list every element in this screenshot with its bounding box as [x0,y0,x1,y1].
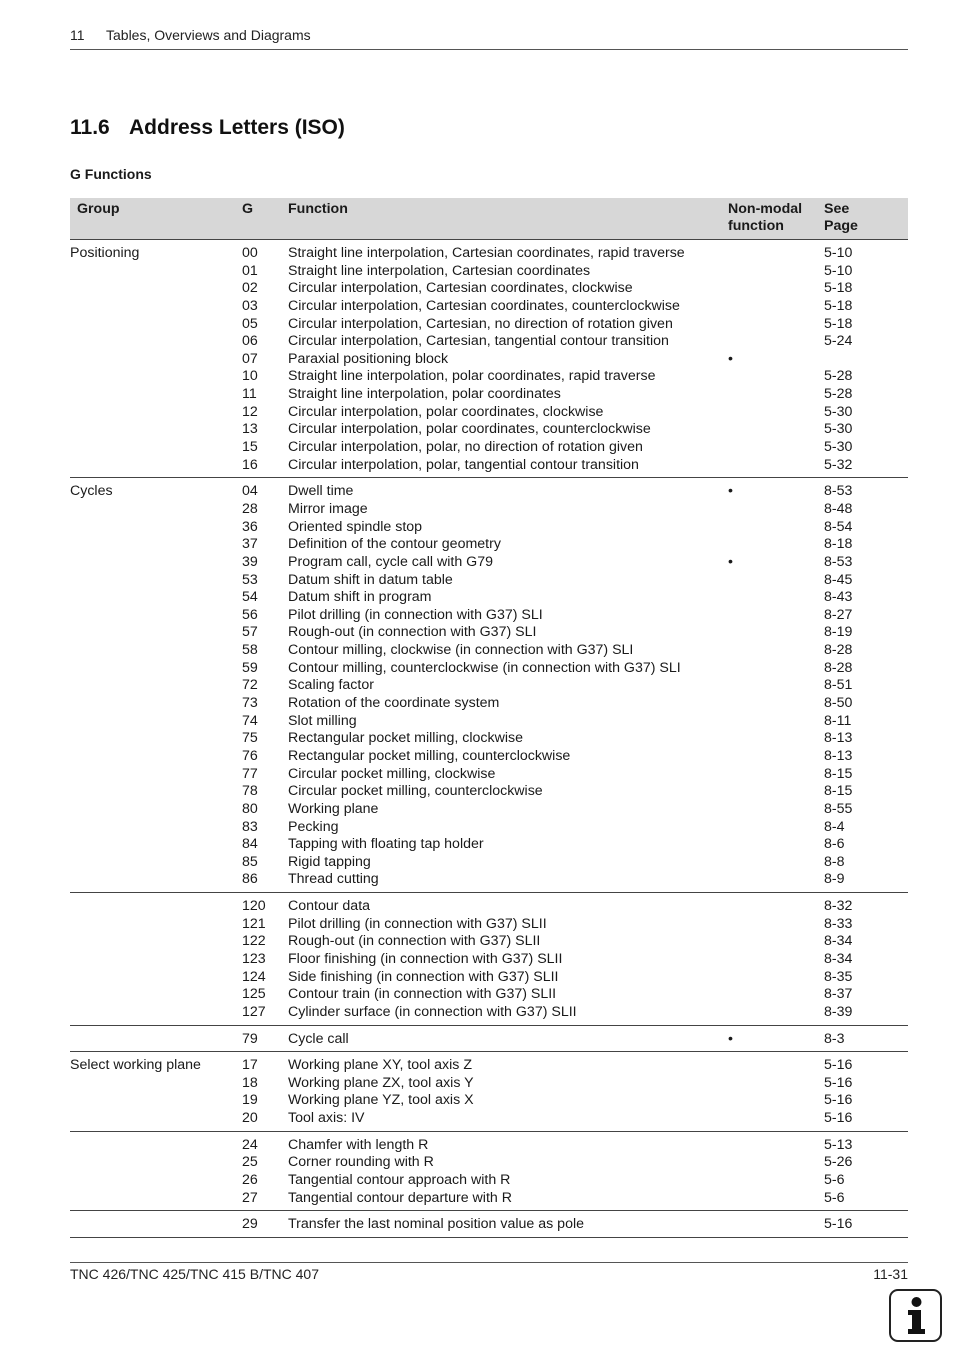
function-cell: Side finishing (in connection with G37) SLII [288,968,559,985]
page-ref-cell: 8-37 [824,986,853,1003]
g-code-cell: 04 [242,483,258,500]
column-header-nonmodal-line2: function [728,218,784,234]
table-row [70,695,908,713]
g-code-cell: 19 [242,1092,258,1109]
table-row [70,871,908,889]
table-row [70,572,908,590]
table-row [70,404,908,422]
table-row [70,333,908,351]
section-number: 11.6 [70,116,110,139]
page-ref-cell: 5-13 [824,1136,853,1153]
table-row [70,1057,908,1075]
g-code-cell: 26 [242,1172,258,1189]
table-row [70,589,908,607]
page-ref-cell: 5-16 [824,1092,853,1109]
table-section [70,1132,908,1212]
function-cell: Rigid tapping [288,853,371,870]
table-header-row [70,198,908,240]
page-ref-cell: 5-30 [824,403,853,420]
page-ref-cell: 5-6 [824,1189,845,1206]
function-cell: Circular interpolation, polar coordinates, clockwise [288,403,604,420]
table-row [70,969,908,987]
g-code-cell: 56 [242,606,258,623]
g-code-cell: 39 [242,553,258,570]
table-row [70,713,908,731]
g-code-cell: 122 [242,933,266,950]
g-functions-table [70,198,908,1238]
g-code-cell: 06 [242,333,258,350]
column-header-page: Page [824,218,858,234]
function-cell: Paraxial positioning block [288,350,449,367]
table-row [70,898,908,916]
g-code-cell: 120 [242,898,266,915]
g-code-cell: 58 [242,642,258,659]
table-section [70,478,908,893]
function-cell: Floor finishing (in connection with G37) SLII [288,950,563,967]
nonmodal-cell: • [728,1030,733,1047]
g-code-cell: 84 [242,836,258,853]
function-cell: Pilot drilling (in connection with G37) SLI [288,606,543,623]
table-row [70,660,908,678]
g-code-cell: 124 [242,968,266,985]
function-cell: Pecking [288,818,339,835]
g-code-cell: 79 [242,1030,258,1047]
function-cell: Cylinder surface (in connection with G37) SLII [288,1003,577,1020]
g-code-cell: 15 [242,439,258,456]
table-row [70,854,908,872]
table-row [70,1216,908,1234]
table-section [70,1026,908,1053]
column-header-see-page [824,201,858,235]
chapter-title: Tables, Overviews and Diagrams [106,27,311,43]
g-code-cell: 36 [242,518,258,535]
page-ref-cell: 5-24 [824,333,853,350]
table-section [70,893,908,1025]
page-ref-cell: 5-16 [824,1057,853,1074]
page-ref-cell: 8-39 [824,1003,853,1020]
g-code-cell: 121 [242,915,266,932]
g-code-cell: 74 [242,712,258,729]
table-section [70,240,908,478]
info-glyph [891,1291,940,1340]
table-row [70,421,908,439]
g-code-cell: 123 [242,950,266,967]
table-row [70,1154,908,1172]
table-row [70,263,908,281]
running-header [70,27,908,50]
function-cell: Circular interpolation, Cartesian, no direction of rotation given [288,315,673,332]
table-row [70,386,908,404]
column-header-group: Group [77,201,120,217]
table-row [70,1075,908,1093]
page-ref-cell: 8-27 [824,606,853,623]
g-code-cell: 59 [242,659,258,676]
column-header-nonmodal-line1: Non-modal [728,201,803,217]
table-row [70,951,908,969]
function-cell: Chamfer with length R [288,1136,429,1153]
table-section [70,1052,908,1132]
g-code-cell: 13 [242,421,258,438]
page-ref-cell: 8-28 [824,642,853,659]
function-cell: Contour milling, clockwise (in connection with G37) SLI [288,642,634,659]
table-row [70,483,908,501]
section-title [70,116,345,140]
table-row [70,536,908,554]
function-cell: Transfer the last nominal position value as pole [288,1216,584,1233]
g-code-cell: 03 [242,297,258,314]
page-ref-cell: 5-10 [824,245,853,261]
function-cell: Straight line interpolation, Cartesian coordinates [288,262,591,279]
table-row [70,766,908,784]
function-cell: Datum shift in datum table [288,571,453,588]
g-code-cell: 29 [242,1216,258,1233]
table-row [70,1137,908,1155]
g-code-cell: 01 [242,262,258,279]
function-cell: Rectangular pocket milling, counterclockwise [288,747,571,764]
table-row [70,730,908,748]
page-ref-cell: 8-50 [824,695,853,712]
g-code-cell: 24 [242,1136,258,1153]
page-ref-cell: 8-6 [824,836,845,853]
function-cell: Working plane YZ, tool axis X [288,1092,474,1109]
g-code-cell: 07 [242,350,258,367]
page-ref-cell: 5-26 [824,1154,853,1171]
page-ref-cell: 8-45 [824,571,853,588]
table-row [70,457,908,475]
table-row [70,933,908,951]
page-ref-cell: 8-8 [824,853,845,870]
page-ref-cell: 8-51 [824,677,853,694]
table-row [70,1004,908,1022]
g-code-cell: 54 [242,589,258,606]
table-row [70,316,908,334]
table-row [70,783,908,801]
table-row [70,748,908,766]
table-section [70,1211,908,1238]
section-title-text: Address Letters (ISO) [129,116,345,139]
nonmodal-cell: • [728,350,733,367]
function-cell: Straight line interpolation, polar coordinates, rapid traverse [288,368,656,385]
page-ref-cell: 8-19 [824,624,853,641]
function-cell: Oriented spindle stop [288,518,423,535]
page-ref-cell: 5-18 [824,315,853,332]
g-code-cell: 11 [242,386,257,403]
column-header-function: Function [288,201,348,217]
function-cell: Circular interpolation, polar coordinates, counterclockwise [288,421,651,438]
g-code-cell: 85 [242,853,258,870]
page-ref-cell: 8-32 [824,898,853,915]
footer-product: TNC 426/TNC 425/TNC 415 B/TNC 407 [70,1266,319,1282]
page-ref-cell: 8-3 [824,1030,845,1047]
function-cell: Definition of the contour geometry [288,536,501,553]
table-row [70,245,908,263]
function-cell: Circular interpolation, polar, tangential contour transition [288,456,639,473]
page-ref-cell: 8-11 [824,712,852,729]
page-ref-cell: 8-28 [824,659,853,676]
g-code-cell: 77 [242,765,258,782]
page-ref-cell: 8-13 [824,747,853,764]
page-ref-cell: 5-18 [824,280,853,297]
table-row [70,986,908,1004]
info-icon [889,1289,942,1342]
g-code-cell: 83 [242,818,258,835]
g-code-cell: 37 [242,536,258,553]
g-code-cell: 86 [242,871,258,888]
function-cell: Circular interpolation, polar, no direction of rotation given [288,439,643,456]
column-header-nonmodal [728,201,802,235]
function-cell: Thread cutting [288,871,379,888]
function-cell: Straight line interpolation, Cartesian coordinates, rapid traverse [288,245,685,261]
page-ref-cell: 5-32 [824,456,853,473]
page-ref-cell: 5-16 [824,1216,853,1233]
table-subtitle: G Functions [70,166,152,182]
page-ref-cell: 8-15 [824,783,853,800]
function-cell: Cycle call [288,1030,349,1047]
function-cell: Tangential contour approach with R [288,1172,511,1189]
function-cell: Tangential contour departure with R [288,1189,512,1206]
function-cell: Tapping with floating tap holder [288,836,484,853]
table-row [70,1031,908,1049]
table-row [70,801,908,819]
nonmodal-cell: • [728,553,733,570]
g-code-cell: 17 [242,1057,258,1074]
function-cell: Contour train (in connection with G37) SLII [288,986,557,1003]
group-cell: Cycles [70,483,113,500]
function-cell: Rectangular pocket milling, clockwise [288,730,523,747]
g-code-cell: 76 [242,747,258,764]
g-code-cell: 80 [242,800,258,817]
function-cell: Program call, cycle call with G79 [288,553,493,570]
g-code-cell: 16 [242,456,258,473]
page-ref-cell: 8-34 [824,950,853,967]
g-code-cell: 75 [242,730,258,747]
function-cell: Rough-out (in connection with G37) SLII [288,933,541,950]
function-cell: Circular interpolation, Cartesian, tangential contour transition [288,333,669,350]
function-cell: Circular pocket milling, counterclockwise [288,783,543,800]
chapter-number: 11 [70,27,85,43]
page-ref-cell: 8-35 [824,968,853,985]
table-row [70,624,908,642]
function-cell: Contour data [288,898,371,915]
table-row [70,836,908,854]
function-cell: Mirror image [288,500,368,517]
table-row [70,1172,908,1190]
g-code-cell: 127 [242,1003,266,1020]
table-row [70,351,908,369]
g-code-cell: 53 [242,571,258,588]
g-code-cell: 125 [242,986,266,1003]
page-ref-cell: 5-28 [824,386,853,403]
table-row [70,1190,908,1208]
page-ref-cell: 8-4 [824,818,845,835]
table-row [70,439,908,457]
g-code-cell: 25 [242,1154,258,1171]
table-row [70,642,908,660]
table-row [70,916,908,934]
function-cell: Straight line interpolation, polar coordinates [288,386,561,403]
function-cell: Working plane XY, tool axis Z [288,1057,473,1074]
running-footer [70,1262,908,1282]
page-ref-cell: 8-48 [824,500,853,517]
table-row [70,819,908,837]
g-code-cell: 20 [242,1110,258,1127]
g-code-cell: 05 [242,315,258,332]
page-ref-cell: 5-6 [824,1172,845,1189]
page-ref-cell: 8-34 [824,933,853,950]
function-cell: Datum shift in program [288,589,432,606]
g-code-cell: 27 [242,1189,258,1206]
page-ref-cell: 5-28 [824,368,853,385]
function-cell: Slot milling [288,712,357,729]
function-cell: Circular interpolation, Cartesian coordinates, counterclockwise [288,297,680,314]
function-cell: Working plane ZX, tool axis Y [288,1074,474,1091]
page-ref-cell: 8-53 [824,553,853,570]
table-row [70,280,908,298]
g-code-cell: 78 [242,783,258,800]
function-cell: Rotation of the coordinate system [288,695,500,712]
g-code-cell: 02 [242,280,258,297]
page-ref-cell: 5-30 [824,439,853,456]
page-ref-cell: 8-18 [824,536,853,553]
table-row [70,554,908,572]
function-cell: Circular interpolation, Cartesian coordinates, clockwise [288,280,633,297]
page-ref-cell: 8-43 [824,589,853,606]
function-cell: Corner rounding with R [288,1154,434,1171]
group-cell: Select working plane [70,1057,201,1074]
function-cell: Dwell time [288,483,354,500]
g-code-cell: 10 [242,368,258,385]
column-header-g: G [242,201,254,217]
page-ref-cell: 8-54 [824,518,853,535]
g-code-cell: 57 [242,624,258,641]
function-cell: Tool axis: IV [288,1110,365,1127]
page-ref-cell: 5-30 [824,421,853,438]
function-cell: Pilot drilling (in connection with G37) SLII [288,915,547,932]
page-ref-cell: 5-18 [824,297,853,314]
page-ref-cell: 8-33 [824,915,853,932]
table-row [70,298,908,316]
page-ref-cell: 8-55 [824,800,853,817]
table-row [70,607,908,625]
table-row [70,501,908,519]
page-ref-cell: 5-16 [824,1074,853,1091]
function-cell: Circular pocket milling, clockwise [288,765,496,782]
page-ref-cell: 8-53 [824,483,853,500]
function-cell: Scaling factor [288,677,374,694]
function-cell: Working plane [288,800,379,817]
page-ref-cell: 8-15 [824,765,853,782]
function-cell: Rough-out (in connection with G37) SLI [288,624,537,641]
g-code-cell: 12 [242,403,258,420]
table-row [70,368,908,386]
function-cell: Contour milling, counterclockwise (in connection with G37) SLI [288,659,681,676]
table-row [70,519,908,537]
page-ref-cell: 8-9 [824,871,845,888]
page-ref-cell: 8-13 [824,730,853,747]
g-code-cell: 72 [242,677,258,694]
table-body [70,240,908,1238]
table-row [70,1110,908,1128]
g-code-cell: 18 [242,1074,258,1091]
group-cell: Positioning [70,245,140,261]
table-row [70,1092,908,1110]
g-code-cell: 28 [242,500,258,517]
nonmodal-cell: • [728,483,733,500]
footer-page-number: 11-31 [873,1266,908,1282]
page-ref-cell: 5-16 [824,1110,853,1127]
page-ref-cell: 5-10 [824,262,853,279]
g-code-cell: 73 [242,695,258,712]
g-code-cell: 00 [242,245,258,261]
table-row [70,677,908,695]
column-header-see: See [824,201,850,217]
